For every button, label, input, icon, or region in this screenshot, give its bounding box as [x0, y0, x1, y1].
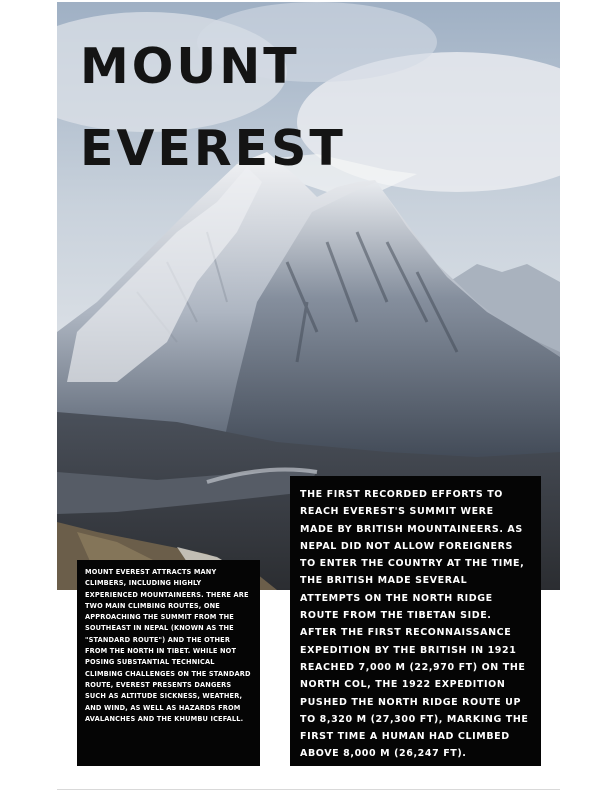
title-line-1: MOUNT: [80, 38, 300, 95]
climbing-paragraph: MOUNT EVEREST ATTRACTS MANY CLIMBERS, INCLUDING HIGHLY EXPERIENCED MOUNTAINEERS. THERE ARE TWO MAIN CLIMBING ROUTES, ONE APPROACHING THE SUMMIT FROM THE SOUTHEAST IN NEPAL (KNOWN AS THE "STANDARD ROUTE") AND THE OTHER FROM THE NORTH IN TIBET. WHILE NOT POSING SUBSTANTIAL TECHNICAL CLIMBING CHALLENGES ON THE STANDARD ROUTE, EVEREST PRESENTS DANGERS SUCH AS ALTITUDE SICKNESS, WEATHER, AND WIND, AS WELL AS HAZARDS FROM AVALANCHES AND THE KHUMBU ICEFALL.: [85, 568, 251, 723]
footer-divider: [57, 789, 560, 790]
climbing-text-box: [77, 560, 260, 766]
page-title: [80, 26, 346, 190]
history-paragraph: THE FIRST RECORDED EFFORTS TO REACH EVEREST'S SUMMIT WERE MADE BY BRITISH MOUNTAINEERS. AS NEPAL DID NOT ALLOW FOREIGNERS TO ENTER THE COUNTRY AT THE TIME, THE BRITISH MADE SEVERAL ATTEMPTS ON THE NORTH RIDGE ROUTE FROM THE TIBETAN SIDE. AFTER THE FIRST RECONNAISSANCE EXPEDITION BY THE BRITISH IN 1921 REACHED 7,000 M (22,970 FT) ON THE NORTH COL, THE 1922 EXPEDITION PUSHED THE NORTH RIDGE ROUTE UP TO 8,320 M (27,300 FT), MARKING THE FIRST TIME A HUMAN HAD CLIMBED ABOVE 8,000 M (26,247 FT).: [300, 489, 529, 760]
history-text-box: [290, 476, 541, 766]
title-line-2: EVEREST: [80, 120, 346, 177]
